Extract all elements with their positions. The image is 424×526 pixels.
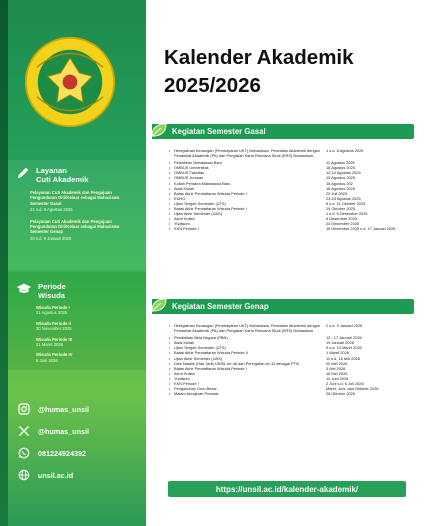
activity-date: 9 s.d. 14 Maret 2026 bbox=[326, 345, 362, 351]
activity-date: 1 s.d. 6 Desember 2025 bbox=[326, 211, 368, 217]
activity-date: 1 Maret 2026 bbox=[326, 350, 349, 356]
activity-date: 18 Desember 2025 s.d. 17 Januari 2026 bbox=[326, 226, 396, 232]
activity-text: • Dies Natalis (Hari Jadi) UNSIL ke-48 dan Peringatan ke-13 sebagai PTN bbox=[169, 361, 326, 366]
activity-text: • Batas Akhir Pendaftaran Wisuda Periode II bbox=[169, 350, 326, 355]
activity-date: 20 Juli 2025 bbox=[326, 190, 347, 196]
activity-date: 23-24 Agustus 2025 bbox=[326, 195, 361, 201]
wisuda-item-title: Wisuda Periode II bbox=[36, 320, 71, 326]
activity-date: 12-14 Agustus 2025 bbox=[326, 170, 361, 176]
activity-date: 28 Oktober 2026 bbox=[326, 391, 355, 397]
contact-instagram[interactable] bbox=[18, 403, 89, 415]
activity-date: 18 Agustus 2025 bbox=[326, 185, 355, 191]
genap-schedule-list bbox=[169, 323, 419, 396]
activity-date: 11 Agustus 2025 bbox=[326, 160, 355, 166]
activity-date: 2 s.d. 9 Januari 2026 bbox=[326, 323, 363, 328]
activity-text: • KKN Periode I bbox=[169, 226, 326, 231]
activity-text: • OMBUS Fakultas bbox=[169, 170, 326, 175]
activity-text: • Akhir Kuliah bbox=[169, 216, 326, 221]
university-logo bbox=[24, 36, 116, 128]
activity-date: 12 - 17 Januari 2026 bbox=[326, 335, 362, 341]
contact-whatsapp-text: 081224924392 bbox=[38, 448, 86, 458]
activity-text: • Heregistrasi Keuangan (Pembayaran UKT) Mahasiswa, Perwalian Akademik dengan Penasihat Akademik (PA) dan Pengisian Kartu Rencana Studi (KRS) Mahasiswa bbox=[169, 323, 326, 333]
sidebar-stripe bbox=[0, 0, 8, 526]
list-item bbox=[169, 391, 419, 396]
activity-text: • Ujian Akhir Semester (UAS) bbox=[169, 356, 326, 361]
contact-instagram-text: @humas_unsil bbox=[38, 404, 89, 414]
activity-text: • Pengukuhan Guru Besar bbox=[169, 386, 326, 391]
contact-website[interactable] bbox=[18, 469, 73, 481]
wisuda-item-title: Wisuda Periode I bbox=[36, 305, 70, 310]
activity-text: • Ujian Tengah Semester (UTS) bbox=[169, 201, 326, 206]
activity-text: • Awal Kuliah bbox=[169, 340, 326, 345]
layanan-item-date: 20 s.d. 9 Januari 2026 bbox=[30, 235, 72, 241]
activity-date: 11 s.d. 16 Mei 2026 bbox=[326, 355, 360, 361]
activity-date: 6 s.d. 11 Oktober 2025 bbox=[326, 200, 366, 206]
page-title bbox=[164, 44, 414, 100]
activity-date: 10 Juni 2026 bbox=[326, 375, 349, 381]
leaf-icon bbox=[150, 122, 168, 138]
activity-text: • Kuliah Perdana Mahasiswa Baru bbox=[169, 181, 326, 186]
activity-date: 15 Agustus 2025 bbox=[326, 175, 355, 181]
layanan-title-1: Layanan bbox=[36, 166, 67, 175]
wisuda-section bbox=[16, 282, 140, 363]
activity-date: 6 Desember 2025 bbox=[326, 216, 357, 222]
layanan-item-title: Pelayanan Cuti Akademik dan Pengajuan Pengunduran Diri/Keluar sebagai Mahasiswa Semester Genap bbox=[30, 218, 120, 235]
activity-text: • Malam Anugerah Prestasi bbox=[169, 391, 326, 396]
activity-text: • Akhir Kuliah bbox=[169, 371, 326, 376]
wisuda-item-date: 6 Juni 2026 bbox=[36, 357, 58, 363]
activity-text: • OMBUS Jurusan bbox=[169, 175, 326, 180]
activity-date: 20 Mei 2026 bbox=[326, 360, 348, 366]
activity-text: • Yudisium bbox=[169, 221, 326, 226]
activity-date: 24 Desember 2025 bbox=[326, 221, 360, 227]
page-title-line-1: Kalender Akademik bbox=[164, 46, 354, 69]
activity-text: • Awal Kuliah bbox=[169, 186, 326, 191]
activity-date: 16 Agustus 202 bbox=[326, 180, 353, 186]
activity-date: 16 Mei 2026 bbox=[326, 370, 348, 376]
pen-icon bbox=[16, 166, 30, 180]
activity-text: • Pelantikan Mahasiswa Baru bbox=[169, 160, 326, 165]
activity-text: • Batas Akhir Pendaftaran Wisuda Periode I bbox=[169, 191, 326, 196]
whatsapp-icon bbox=[18, 447, 30, 459]
contact-x-text: @humas_unsil bbox=[38, 426, 89, 436]
activity-text: • Yudisium bbox=[169, 376, 326, 381]
website-link[interactable]: https://unsil.ac.id/kalender-akademik/ bbox=[168, 481, 406, 497]
instagram-icon bbox=[18, 403, 30, 415]
activity-text: • KKN Periode I bbox=[169, 381, 326, 386]
activity-text: • Ujian Tengah Semester (UTS) bbox=[169, 345, 326, 350]
graduation-cap-icon bbox=[16, 282, 32, 296]
contact-website-text: unsil.ac.id bbox=[38, 470, 74, 480]
leaf-icon bbox=[150, 297, 168, 313]
layanan-section bbox=[16, 166, 140, 241]
layanan-item-date: 21 s.d. 8 Agustus 2025 bbox=[30, 207, 73, 213]
activity-date: 3 Mei 2026 bbox=[326, 365, 346, 371]
list-item bbox=[169, 148, 419, 158]
activity-date: Maret, Juni, dan Oktober 2026 bbox=[326, 386, 379, 392]
contact-x[interactable] bbox=[18, 425, 89, 437]
activity-text: • Pendidikan Bela Negara (PBN) bbox=[169, 335, 326, 340]
activity-text: • Batas Akhir Pendaftaran Wisuda Periode I bbox=[169, 206, 326, 211]
layanan-title-2: Cuti Akademik bbox=[36, 175, 89, 184]
wisuda-title-1: Periode bbox=[38, 282, 66, 291]
activity-text: • EDHO bbox=[169, 196, 326, 201]
wisuda-item-date: 21 Agustus 2025 bbox=[36, 310, 68, 316]
sidebar bbox=[0, 0, 146, 526]
globe-icon bbox=[18, 469, 30, 481]
list-item bbox=[169, 323, 419, 333]
x-icon bbox=[18, 425, 30, 437]
contact-whatsapp[interactable] bbox=[18, 447, 86, 459]
section-heading-genap: Kegiatan Semester Genap bbox=[152, 299, 414, 314]
page-title-line-2: 2025/2026 bbox=[164, 74, 261, 97]
layanan-item-title: Pelayanan Cuti Akademik dan Pengajuan Pengunduran Diri/Keluar sebagai Mahasiswa Semester Gasal bbox=[30, 190, 120, 206]
activity-date: 19 Oktober 2025 bbox=[326, 206, 355, 212]
activity-date: 19 Januari 2026 bbox=[326, 340, 354, 346]
activity-text: • Heregistrasi Keuangan (Pembayaran UKT) Mahasiswa, Perwalian Akademik dengan Penasihat Akademik (PA) dan Pengisian Kartu Rencana Studi (KRS) Mahasiswa bbox=[169, 148, 326, 158]
gasal-schedule-list bbox=[169, 148, 419, 232]
wisuda-item-title: Wisuda Periode IV bbox=[36, 352, 73, 358]
wisuda-item-date: 30 November 2025 bbox=[36, 326, 72, 332]
list-item bbox=[169, 226, 419, 231]
activity-date: 2 Juni s.d. 6 Juli 2026 bbox=[326, 381, 364, 387]
activity-date: 18 Agustus 2025 bbox=[326, 165, 355, 171]
wisuda-title-2: Wisuda bbox=[38, 291, 65, 300]
wisuda-item-title: Wisuda Periode III bbox=[36, 336, 73, 342]
wisuda-item-date: 21 Maret 2026 bbox=[36, 342, 64, 348]
activity-date: 1 s.d. 8 Agustus 2025 bbox=[326, 148, 364, 153]
activity-text: • Ujian Akhir Semester (UAS) bbox=[169, 211, 326, 216]
activity-text: • OMBUS Universitas bbox=[169, 165, 326, 170]
activity-text: • Batas Akhir Pendaftaran Wisuda Periode I bbox=[169, 366, 326, 371]
section-heading-gasal: Kegiatan Semester Gasal bbox=[152, 124, 414, 139]
